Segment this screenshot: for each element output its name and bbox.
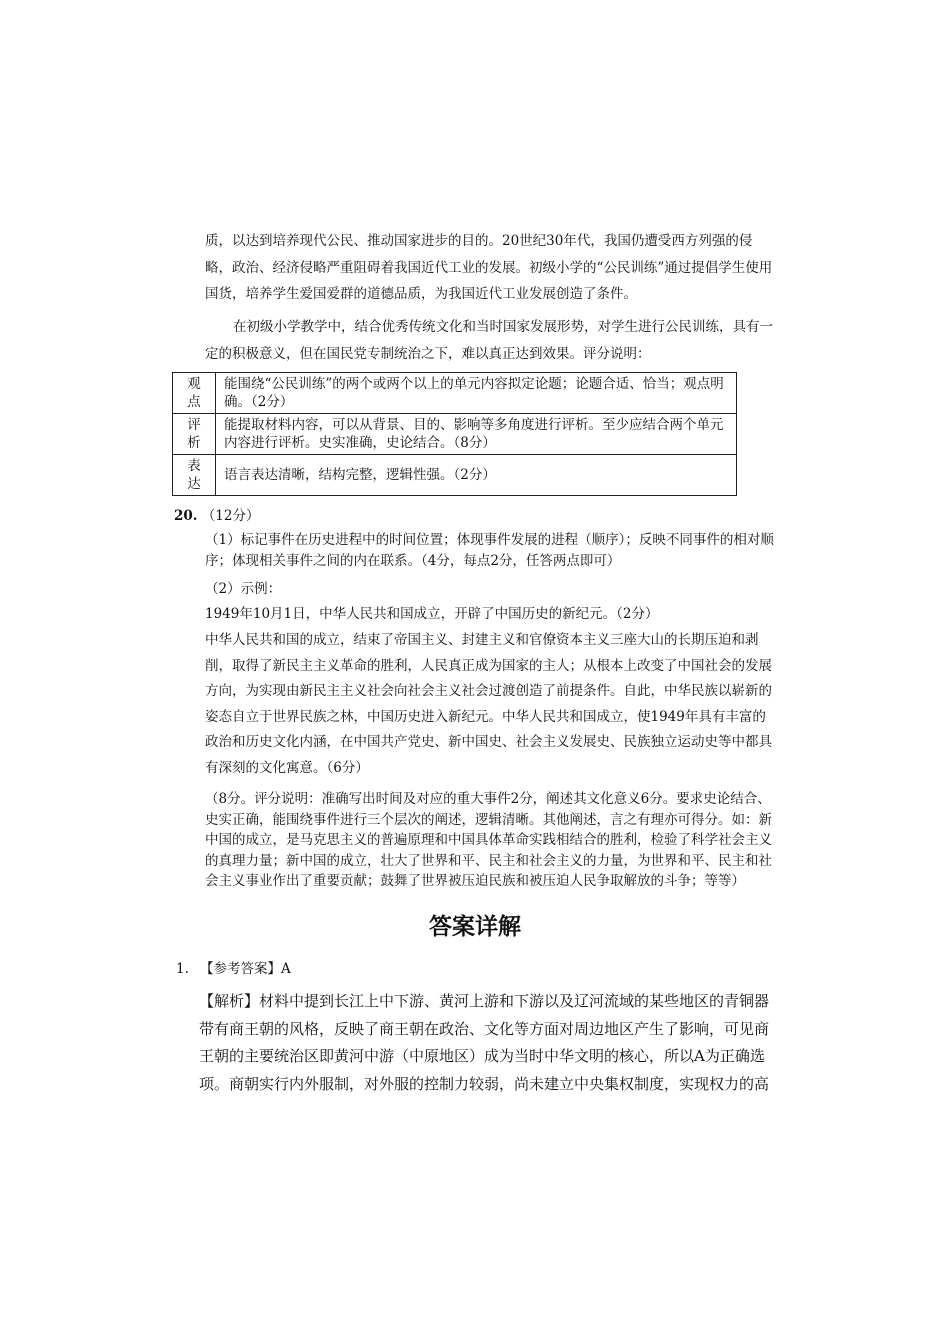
q20-scoring-note: （8分。评分说明：准确写出时间及对应的重大事件2分，阐述其文化意义6分。要求史论结合、史实正确，能围绕事件进行三个层次的阐述，逻辑清晰。其他阐述，言之有理亦可得分。如：新中国的成立，是马克思主义的普遍原理和中国具体革命实践相结合的胜利，检验了科学社会主义的真理力量；新中国的成立，壮大了世界和平、民主和社会主义的力量，为世界和平、民主和社会主义事业作出了重要贡献；鼓舞了世界被压迫民族和被压迫人民争取解放的斗争；等等） — [205, 791, 772, 889]
table-row — [173, 373, 737, 414]
question-number: 20. — [174, 508, 198, 524]
q20-part1: （1）标记事件在历史进程中的时间位置；体现事件发展的进程（顺序）；反映不同事件的相对顺序；体现相关事件之间的内在联系。（4分，每点2分，任答两点即可） — [205, 532, 774, 569]
q20-significance: 中华人民共和国的成立，结束了帝国主义、封建主义和官僚资本主义三座大山的长期压迫和剥削，取得了新民主主义革命的胜利，人民真正成为国家的主人；从根本上改变了中国社会的发展方向，为实现由新民主主义社会向社会主义社会过渡创造了前提条件。自此，中华民族以崭新的姿态自立于世界民族之林，中国历史进入新纪元。中华人民共和国成立，使1949年具有丰富的政治和历史文化内涵，在中国共产党史、新中国史、社会主义发展史、民族独立运动史等中都具有深刻的文化寓意。（6分） — [205, 632, 772, 776]
answer-1-explanation: 【解析】材料中提到长江上中下游、黄河上游和下游以及辽河流域的某些地区的青铜器带有商王朝的风格，反映了商王朝在政治、文化等方面对周边地区产生了影响，可见商王朝的主要统治区即黄河中游（中原地区）成为当时中华文明的核心，所以A为正确选项。商朝实行内外服制，对外服的控制力较弱，尚未建立中央集权制度，实现权力的高 — [199, 992, 770, 1093]
question-points: （12分） — [201, 508, 260, 524]
paragraph-top: 质，以达到培养现代公民、推动国家进步的目的。20世纪30年代，我国仍遭受西方列强的侵略，政治、经济侵略严重阻碍着我国近代工业的发展。初级小学的“公民训练”通过提倡学生使用国货，培养学生爱国爱群的道德品质，为我国近代工业发展创造了条件。 — [205, 233, 773, 302]
q20-event: 1949年10月1日，中华人民共和国成立，开辟了中国历史的新纪元。（2分） — [205, 606, 659, 622]
q20-part2-label: （2）示例： — [205, 581, 282, 597]
table-key: 观点 — [173, 373, 216, 414]
table-key: 评析 — [173, 414, 216, 455]
table-value: 能提取材料内容，可以从背景、目的、影响等多角度进行评析。至少应结合两个单元内容进行评析。史实准确，史论结合。（8分） — [216, 414, 737, 455]
paragraph-conclusion: 在初级小学教学中，结合优秀传统文化和当时国家发展形势，对学生进行公民训练，具有一定的积极意义，但在国民党专制统治之下，难以真正达到效果。评分说明： — [205, 319, 773, 362]
section-title: 答案详解 — [429, 914, 521, 940]
table-row — [173, 414, 737, 455]
answer-1-header — [176, 958, 291, 980]
table-value: 语言表达清晰，结构完整，逻辑性强。（2分） — [216, 455, 737, 496]
table-key: 表达 — [173, 455, 216, 496]
answer-number: 1. — [176, 961, 189, 977]
table-value: 能围绕“公民训练”的两个或两个以上的单元内容拟定论题；论题合适、恰当；观点明确。（2分） — [216, 373, 737, 414]
answer-label: 【参考答案】A — [200, 961, 291, 977]
scoring-table — [172, 372, 737, 496]
question-20-header — [174, 505, 259, 527]
table-row — [173, 455, 737, 496]
